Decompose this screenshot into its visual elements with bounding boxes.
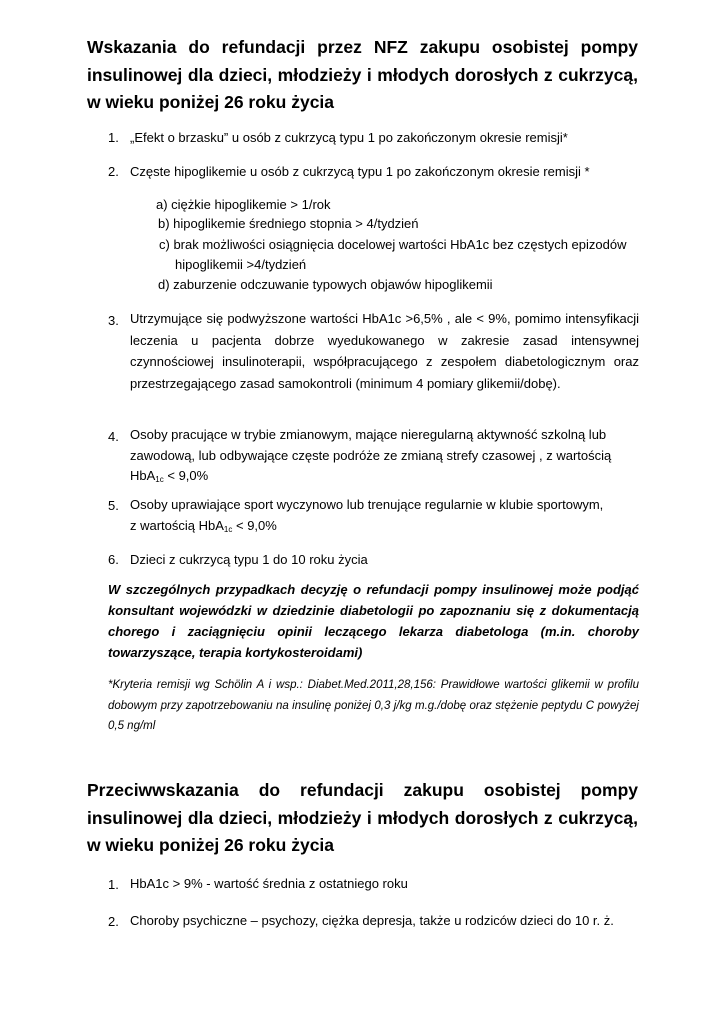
indication-item: Dzieci z cukrzycą typu 1 do 10 roku życia	[130, 552, 368, 567]
hba-value: < 9,0%	[163, 468, 209, 483]
item-number: 4.	[108, 429, 119, 444]
consultant-note: W szczególnych przypadkach decyzję o refundacji pompy insulinowej może podjąć konsultant wojewódzki w dziedzinie diabetologii po zapoznaniu się z dokumentacją chorego i zaciągnięciu opinii leczącego lekarza diabetologa (m.in. choroby towarzyszące, terapia kortykosteroidami)	[108, 582, 639, 660]
hba-subscript: 1c	[155, 475, 164, 484]
hba-value: < 9,0%	[232, 518, 277, 533]
hba-text: HbA	[130, 468, 156, 483]
subitem: hipoglikemii >4/tydzień	[175, 257, 307, 272]
contraindication-item: Choroby psychiczne – psychozy, ciężka depresja, także u rodziców dzieci do 10 r. ż.	[130, 913, 614, 928]
indications-heading: Wskazania do refundacji przez NFZ zakupu osobistej pompy insulinowej dla dzieci, młodzieży i młodych dorosłych z cukrzycą, w wieku poniżej 26 roku życia	[87, 37, 638, 112]
hba-subscript: 1c	[223, 525, 233, 534]
item-line: Osoby pracujące w trybie zmianowym, mające nieregularną aktywność szkolną lub	[130, 427, 607, 442]
item-line: Osoby uprawiające sport wyczynowo lub trenujące regularnie w klubie sportowym,	[130, 497, 604, 512]
indication-item: Utrzymujące się podwyższone wartości HbA1c >6,5% , ale < 9%, pomimo intensyfikacji leczenia u pacjenta dobrze wyedukowanego w zakresie zasad intensywnej czynnościowej insulinoterapii, współpracującego z zespołem diabetologicznym oraz przestrzegającego zasad samokontroli (minimum 4 pomiary glikemii/dobę).	[130, 311, 639, 391]
item-line	[130, 466, 639, 487]
contraindication-item: HbA1c > 9% - wartość średnia z ostatniego roku	[130, 876, 408, 891]
item-number: 1.	[108, 130, 119, 145]
remission-footnote: *Kryteria remisji wg Schölin A i wsp.: Diabet.Med.2011,28,156: Prawidłowe wartości glikemii w profilu dobowym przy zapotrzebowaniu na insulinę poniżej 0,3 j/kg m.g./dobę oraz stężenie peptydu C powyżej 0,5 ng/ml	[108, 679, 639, 732]
item-number: 2.	[108, 164, 119, 179]
subitem: c) brak możliwości osiągnięcia docelowej wartości HbA1c bez częstych epizodów	[159, 237, 627, 252]
hba-text: z wartością HbA	[130, 518, 224, 533]
item-number: 3.	[108, 313, 119, 328]
item-line	[130, 515, 639, 536]
indication-item	[130, 494, 639, 536]
item-number: 5.	[108, 498, 119, 513]
subitem: d) zaburzenie odczuwanie typowych objawów hipoglikemii	[158, 277, 493, 292]
indication-item: „Efekt o brzasku” u osób z cukrzycą typu 1 po zakończonym okresie remisji*	[130, 130, 568, 145]
subitem: a) ciężkie hipoglikemie > 1/rok	[156, 197, 331, 212]
item-number: 1.	[108, 877, 119, 892]
item-number: 2.	[108, 914, 119, 929]
indication-item: Częste hipoglikemie u osób z cukrzycą typu 1 po zakończonym okresie remisji *	[130, 164, 590, 179]
item-line: zawodową, lub odbywające częste podróże ze zmianą strefy czasowej , z wartością	[130, 447, 612, 463]
indication-item	[130, 425, 639, 487]
contraindications-heading: Przeciwwskazania do refundacji zakupu osobistej pompy insulinowej dla dzieci, młodzieży i młodych dorosłych z cukrzycą, w wieku poniżej 26 roku życia	[87, 780, 638, 855]
item-number: 6.	[108, 552, 119, 567]
subitem: b) hipoglikemie średniego stopnia > 4/tydzień	[158, 216, 419, 231]
